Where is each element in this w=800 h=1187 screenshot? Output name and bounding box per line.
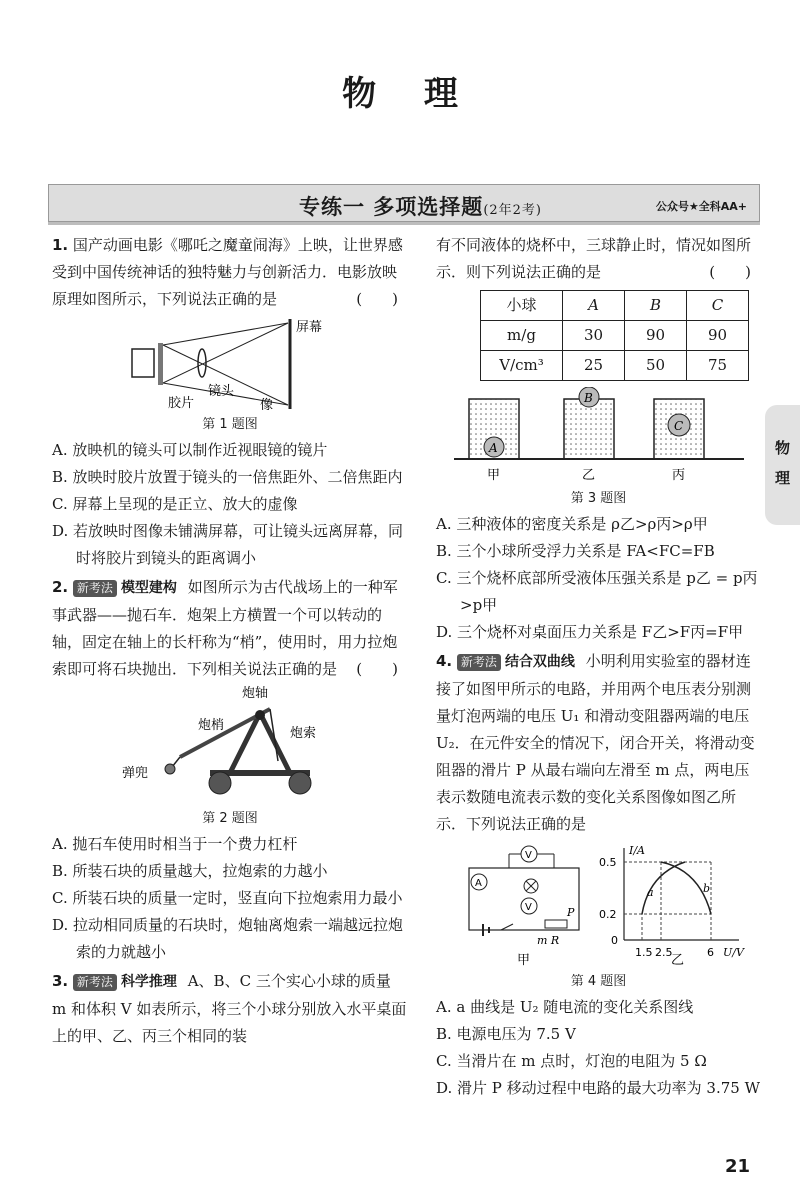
graph-ylabel: I/A (628, 844, 645, 857)
q3-beakers-diagram (454, 387, 744, 487)
q1-option-b: B. 放映时胶片放置于镜头的一倍焦距外、二倍焦距内 (52, 468, 403, 486)
q4-caption: 第 4 题图 (570, 974, 627, 989)
q3-text-cont: 有不同液体的烧杯中，三球静止时，情况如图所示．则下列说法正确的是 (436, 236, 752, 281)
label-jia: 甲 (486, 468, 500, 483)
q1-option-d: D. 若放映时图像未铺满屏幕，可让镜头远离屏幕，同时将胶片到镜头的距离调小 (52, 522, 404, 567)
q3-option-c: C. 三个烧杯底部所受液体压强关系是 p乙 = p丙>p甲 (436, 569, 758, 614)
q3-stem-cont (436, 232, 761, 286)
banner-sub: (2年2考) (483, 203, 542, 218)
sling-pouch (165, 764, 175, 774)
table-row (481, 291, 749, 321)
label-ball-a: A (488, 441, 498, 455)
left-column (52, 232, 408, 1050)
table-cell: C (687, 291, 749, 321)
table-cell: 30 (563, 321, 625, 351)
axle (255, 710, 265, 720)
ammeter-label: A (474, 878, 482, 889)
q3-option-a: A. 三种液体的密度关系是 ρ乙>ρ丙>ρ甲 (436, 515, 708, 533)
q3-new-method-badge: 新考法 (73, 974, 117, 991)
y-tick-0: 0 (610, 934, 618, 947)
ray-cross-2 (163, 323, 288, 383)
label-film: 胶片 (168, 396, 195, 411)
q3-option-b: B. 三个小球所受浮力关系是 FA<FC=FB (436, 542, 715, 560)
q1-option-a: A. 放映机的镜头可以制作近视眼镜的镜片 (52, 441, 328, 459)
table-cell: 75 (687, 351, 749, 381)
film (158, 343, 163, 385)
label-bing: 丙 (671, 468, 685, 483)
question-2 (52, 574, 408, 966)
q2-text: 如图所示为古代战场上的一种军事武器——抛石车．炮架上方横置一个可以转动的轴，固定在轴上的长杆称为“梢”，使用时，用力拉炮索即可将石块抛出．下列相关说法正确的是 (52, 578, 398, 678)
label-image: 像 (260, 398, 274, 413)
beaker-yi (564, 399, 614, 459)
q4-keyword: 结合双曲线 (504, 654, 575, 670)
q2-option-c: C. 所装石块的质量一定时，竖直向下拉炮索用力最小 (52, 889, 403, 907)
q3-number: 3. (52, 972, 69, 990)
question-4 (436, 648, 761, 1102)
x-tick-6: 6 (706, 946, 714, 959)
page-number: 21 (724, 1156, 750, 1177)
q4-text: 小明利用实验室的器材连接了如图甲所示的电路，并用两个电压表分别测量灯泡两端的电压 U₁ 和滑动变阻器两端的电压 U₂．在元件安全的情况下，闭合开关，将滑动变阻器的滑片 P 从最右端向左滑至 m 点，两电压表示数随电流表示数的变化关系图像如图乙所示．下列说法正确的是 (436, 652, 755, 833)
q4-new-method-badge: 新考法 (457, 654, 501, 671)
side-tab-char-1: 物 (774, 439, 790, 457)
table-cell: B (625, 291, 687, 321)
question-3-cont (436, 232, 761, 646)
label-yi: 乙 (670, 953, 684, 968)
q1-answer-bracket: ( ) (356, 290, 398, 308)
q2-number: 2. (52, 578, 69, 596)
table-cell: 25 (563, 351, 625, 381)
curve-b-label: b (702, 882, 710, 895)
rheostat-label: m R (536, 934, 559, 947)
wheel-left (209, 772, 231, 794)
q2-new-method-badge: 新考法 (73, 580, 117, 597)
question-3-start (52, 968, 408, 1050)
banner-tag: 公众号★全科AA+ (655, 200, 747, 213)
q4-circuit-and-graph (449, 840, 749, 970)
q3-option-d: D. 三个烧杯对桌面压力关系是 F乙>F丙=F甲 (436, 623, 744, 641)
question-1 (52, 232, 408, 572)
label-pole: 炮梢 (198, 718, 225, 733)
q4-number: 4. (436, 652, 453, 670)
q2-stem (52, 574, 408, 683)
side-subject-tab (765, 405, 800, 525)
y-tick-05: 0.5 (598, 856, 616, 869)
q1-caption: 第 1 题图 (202, 417, 258, 432)
right-column (436, 232, 761, 1102)
q3-answer-bracket: ( ) (709, 263, 751, 281)
table-cell: 90 (625, 321, 687, 351)
ray-top (163, 323, 288, 345)
wheel-right (289, 772, 311, 794)
slider-label: P (566, 906, 574, 919)
q3-caption: 第 3 题图 (570, 491, 627, 506)
x-tick-15: 1.5 (634, 946, 652, 959)
q1-projector-diagram (110, 315, 350, 413)
y-tick-02: 0.2 (598, 908, 616, 921)
switch-icon (501, 924, 513, 930)
q3-text: A、B、C 三个实心小球的质量 m 和体积 V 如表所示，将三个小球分别放入水平桌面上的甲、乙、丙三个相同的装 (52, 972, 407, 1045)
q2-catapult-diagram (110, 685, 350, 807)
q4-option-d: D. 滑片 P 移动过程中电路的最大功率为 3.75 W (436, 1079, 761, 1097)
graph-xlabel: U/V (722, 946, 744, 959)
q3-ball-table (480, 290, 749, 381)
q3-stem (52, 968, 408, 1050)
q2-option-b: B. 所装石块的质量越大，拉炮索的力越小 (52, 862, 328, 880)
q1-option-c: C. 屏幕上呈现的是正立、放大的虚像 (52, 495, 298, 513)
q2-option-a: A. 抛石车使用时相当于一个费力杠杆 (52, 835, 298, 853)
label-axle: 炮轴 (242, 686, 269, 701)
voltmeter-2-label: V (524, 902, 532, 913)
q1-stem (52, 232, 408, 313)
table-row (481, 351, 749, 381)
curve-a-label: a (646, 886, 654, 899)
projector-lamp (132, 349, 154, 377)
voltmeter-1-label: V (524, 850, 532, 861)
label-ball-b: B (583, 391, 593, 405)
label-screen: 屏幕 (296, 320, 323, 335)
section-banner (48, 184, 760, 222)
label-ball-c: C (673, 419, 683, 433)
label-rope: 炮索 (290, 726, 317, 741)
rheostat-icon (545, 920, 567, 928)
q2-option-d: D. 拉动相同质量的石块时，炮轴离炮索一端越远拉炮索的力就越小 (52, 916, 404, 961)
banner-title (299, 191, 542, 221)
x-tick-25: 2.5 (654, 946, 672, 959)
table-cell: 50 (625, 351, 687, 381)
table-cell: 90 (687, 321, 749, 351)
table-row (481, 321, 749, 351)
side-tab-char-2: 理 (774, 469, 790, 487)
q4-option-c: C. 当滑片在 m 点时，灯泡的电阻为 5 Ω (436, 1052, 707, 1070)
q4-option-b: B. 电源电压为 7.5 V (436, 1025, 576, 1043)
q1-text: 国产动画电影《哪吒之魔童闹海》上映，让世界感受到中国传统神话的独特魅力与创新活力．电影放映原理如图所示，下列说法正确的是 (52, 236, 403, 308)
page-title: 物 理 (342, 74, 476, 114)
label-pouch: 弹兜 (122, 766, 149, 781)
label-jia: 甲 (516, 953, 530, 968)
label-yi: 乙 (581, 468, 595, 483)
banner-label: 专练一 多项选择题 (299, 195, 484, 219)
table-cell: V/cm³ (481, 351, 563, 381)
q2-keyword: 模型建构 (120, 580, 177, 596)
q4-option-a: A. a 曲线是 U₂ 随电流的变化关系图线 (436, 998, 694, 1016)
table-cell: A (563, 291, 625, 321)
q2-caption: 第 2 题图 (202, 811, 258, 826)
q3-keyword: 科学推理 (120, 974, 177, 990)
q4-stem (436, 648, 761, 838)
table-cell: 小球 (481, 291, 563, 321)
q1-number: 1. (52, 236, 69, 254)
label-lens: 镜头 (208, 384, 235, 399)
q2-answer-bracket: ( ) (356, 660, 398, 678)
table-cell: m/g (481, 321, 563, 351)
